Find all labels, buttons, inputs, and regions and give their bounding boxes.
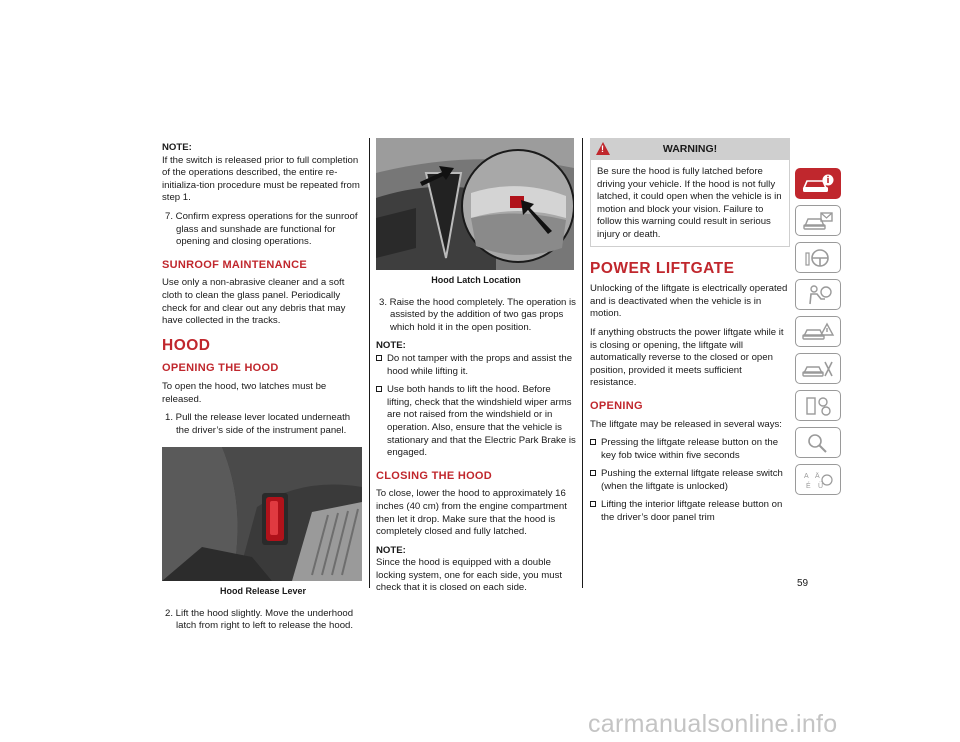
note-text: Since the hood is equipped with a double locking system, one for each side, you must check that it is closed on each side. xyxy=(376,557,563,594)
chapter-tabs xyxy=(795,168,841,501)
liftgate-paragraph-2: If anything obstructs the power liftgate while it is closing or opening, the liftgate will automatically reverse to the closed or open position, provided it meets sufficient resistance. xyxy=(590,326,784,389)
note-label: NOTE: xyxy=(376,340,406,352)
warning-box xyxy=(590,138,790,247)
multilanguage-icon xyxy=(801,469,835,491)
svg-text:Ä: Ä xyxy=(815,472,820,480)
checkbox-bullet-icon xyxy=(376,386,382,392)
warning-triangle-icon: ! xyxy=(596,142,610,155)
list-item: Pushing the external liftgate release switch (when the liftgate is unlocked) xyxy=(590,468,790,493)
tab-safety[interactable] xyxy=(795,279,841,310)
opening-hood-heading: OPENING THE HOOD xyxy=(162,362,279,375)
note-label: NOTE: xyxy=(376,544,406,556)
checkbox-bullet-icon xyxy=(590,439,596,445)
sunroof-maintenance-text: Use only a non-abrasive cleaner and a soft cloth to clean the glass panel. Periodically check for and clear out any debris that may have collected in the tracks. xyxy=(162,277,346,327)
liftgate-paragraph-1: Unlocking of the liftgate is electrically operated and is deactivated when the vehicle is in motion. xyxy=(590,283,788,320)
tab-technical-specifications[interactable] xyxy=(795,390,841,421)
list-item: Use both hands to lift the hood. Before lifting, check that the windshield wiper arms are not raised from the windshield or in operation. Also, ensure that the vehicle is stationary and that the Electric Park Brake is engaged. xyxy=(376,384,576,460)
sunroof-maintenance-heading: SUNROOF MAINTENANCE xyxy=(162,258,308,271)
hood-heading: HOOD xyxy=(162,336,211,354)
steering-wheel-icon xyxy=(801,247,835,269)
list-item: Pressing the liftgate release button on the key fob twice within five seconds xyxy=(590,437,790,462)
car-mail-icon xyxy=(801,210,835,232)
column-1 xyxy=(162,138,364,639)
checkbox-bullet-icon xyxy=(590,470,596,476)
note-label: NOTE: xyxy=(162,142,192,153)
tab-getting-to-know-dashboard[interactable] xyxy=(795,205,841,236)
tab-multilanguage[interactable] xyxy=(795,464,841,495)
step-7: 7. Confirm express operations for the sunroof glass and sunshade are functional for opening and closing operations. xyxy=(165,210,358,248)
figure-caption: Hood Latch Location xyxy=(431,275,521,285)
tab-index[interactable] xyxy=(795,427,841,458)
step-3: 3. Raise the hood completely. The operation is assisted by the addition of two gas props which hold it in the open position. xyxy=(379,296,576,333)
hood-release-lever-illustration xyxy=(162,447,362,581)
car-info-icon xyxy=(801,173,835,195)
closing-hood-heading: CLOSING THE HOOD xyxy=(376,469,493,482)
car-service-tools-icon xyxy=(801,358,835,380)
watermark: carmanualsonline.info xyxy=(588,710,838,738)
warning-text: Be sure the hood is fully latched before driving your vehicle. If the hood is not fully latched, it could open when the vehicle is in motion and block your vision. Failure to follow this warning could result in serious injury or death. xyxy=(590,160,790,247)
svg-text:É: É xyxy=(806,482,811,490)
car-warning-icon xyxy=(801,321,835,343)
tab-getting-to-know-vehicle[interactable] xyxy=(795,168,841,199)
tab-starting-and-operating[interactable] xyxy=(795,242,841,273)
figure-caption: Hood Release Lever xyxy=(219,586,307,597)
opening-hood-text: To open the hood, two latches must be released. xyxy=(162,380,327,405)
list-item: Do not tamper with the props and assist the hood while lifting it. xyxy=(376,353,576,378)
svg-text:Ü: Ü xyxy=(818,482,824,490)
column-3 xyxy=(590,138,790,531)
warning-title: WARNING! xyxy=(662,143,718,155)
liftgate-opening-heading: OPENING xyxy=(590,399,643,412)
checkbox-bullet-icon xyxy=(590,501,596,507)
tab-in-case-of-emergency[interactable] xyxy=(795,316,841,347)
checkbox-bullet-icon xyxy=(376,355,382,361)
column-divider xyxy=(369,138,370,588)
svg-text:A: A xyxy=(804,472,809,480)
liftgate-opening-text: The liftgate may be released in several ways: xyxy=(590,418,782,430)
gauge-specs-icon xyxy=(801,395,835,417)
hood-release-lever-figure xyxy=(162,447,362,581)
page-number: 59 xyxy=(797,578,809,589)
note-text: If the switch is released prior to full completion of the operations described, the entire re-initializa-tion procedure must be repeated from step 1. xyxy=(162,154,360,204)
step-2: 2. Lift the hood slightly. Move the underhood latch from right to left to release the hood. xyxy=(165,607,354,632)
column-2 xyxy=(376,138,576,601)
airbag-seat-icon xyxy=(801,284,835,306)
step-1: 1. Pull the release lever located underneath the driver’s side of the instrument panel. xyxy=(165,412,351,436)
hood-latch-location-figure xyxy=(376,138,574,270)
closing-hood-text: To close, lower the hood to approximately 16 inches (40 cm) from the engine compartment then let it drop. Make sure that the hood is completely closed and fully latched. xyxy=(376,488,567,538)
power-liftgate-heading: POWER LIFTGATE xyxy=(590,259,735,277)
hood-latch-illustration xyxy=(376,138,574,270)
magnifier-index-icon xyxy=(801,432,835,454)
list-item: Lifting the interior liftgate release button on the driver’s door panel trim xyxy=(590,499,790,524)
tab-servicing-and-maintenance[interactable] xyxy=(795,353,841,384)
warning-header xyxy=(590,138,790,160)
column-divider xyxy=(582,138,583,588)
